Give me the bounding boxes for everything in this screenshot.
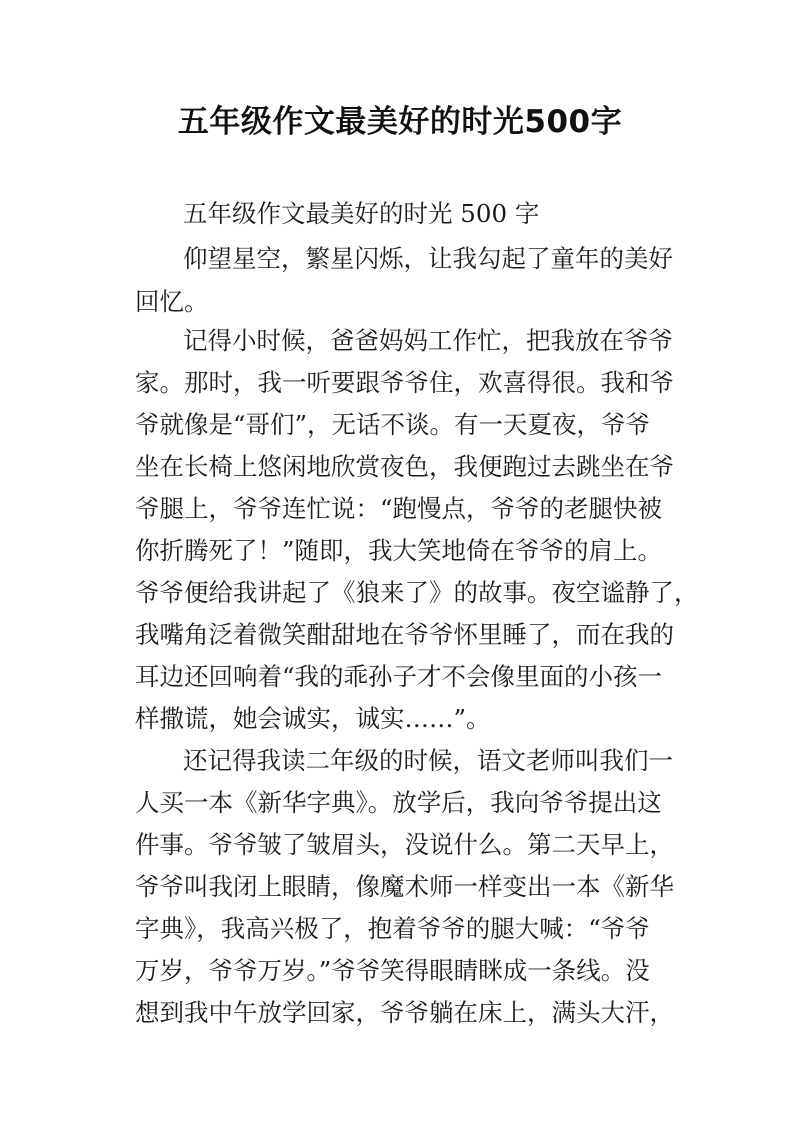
text-line: 我嘴角泛着微笑酣甜地在爷爷怀里睡了，而在我的 <box>135 620 674 649</box>
text-line: 爷爷叫我闭上眼睛，像魔术师一样变出一本《新华 <box>135 872 674 901</box>
text-line: 记得小时候，爸爸妈妈工作忙，把我放在爷爷 <box>183 326 673 355</box>
text-line: 爷爷便给我讲起了《狼来了》的故事。夜空谧静了， <box>135 578 699 607</box>
text-line: 人买一本《新华字典》。放学后，我向爷爷提出这 <box>135 788 662 817</box>
text-line: 想到我中午放学回家，爷爷躺在床上，满头大汗， <box>135 998 674 1027</box>
text-line: 回忆。 <box>135 287 209 316</box>
text-line: 爷腿上，爷爷连忙说：“跑慢点，爷爷的老腿快被 <box>135 494 663 523</box>
text-line: 坐在长椅上悠闲地欣赏夜色，我便跑过去跳坐在爷 <box>135 452 674 481</box>
text-line: 家。那时，我一听要跟爷爷住，欢喜得很。我和爷 <box>135 368 674 397</box>
document-title: 五年级作文最美好的时光500字 <box>177 104 623 140</box>
text-line: 你折腾死了！”随即，我大笑地倚在爷爷的肩上。 <box>135 536 663 565</box>
text-line: 件事。爷爷皱了皱眉头，没说什么。第二天早上， <box>135 830 674 859</box>
text-line: 仰望星空，繁星闪烁，让我勾起了童年的美好 <box>183 244 673 273</box>
text-line: 样撒谎，她会诚实，诚实……”。 <box>135 704 491 733</box>
text-line: 字典》，我高兴极了，抱着爷爷的腿大喊：“爷爷 <box>135 914 650 943</box>
text-line: 五年级作文最美好的时光 500 字 <box>183 199 540 228</box>
text-line: 爷就像是“哥们”，无话不谈。有一天夏夜，爷爷 <box>135 410 651 439</box>
text-line: 还记得我读二年级的时候，语文老师叫我们一 <box>183 746 673 775</box>
text-line: 万岁，爷爷万岁。”爷爷笑得眼睛眯成一条线。没 <box>135 956 650 985</box>
text-line: 耳边还回响着“我的乖孙子才不会像里面的小孩一 <box>135 662 663 691</box>
